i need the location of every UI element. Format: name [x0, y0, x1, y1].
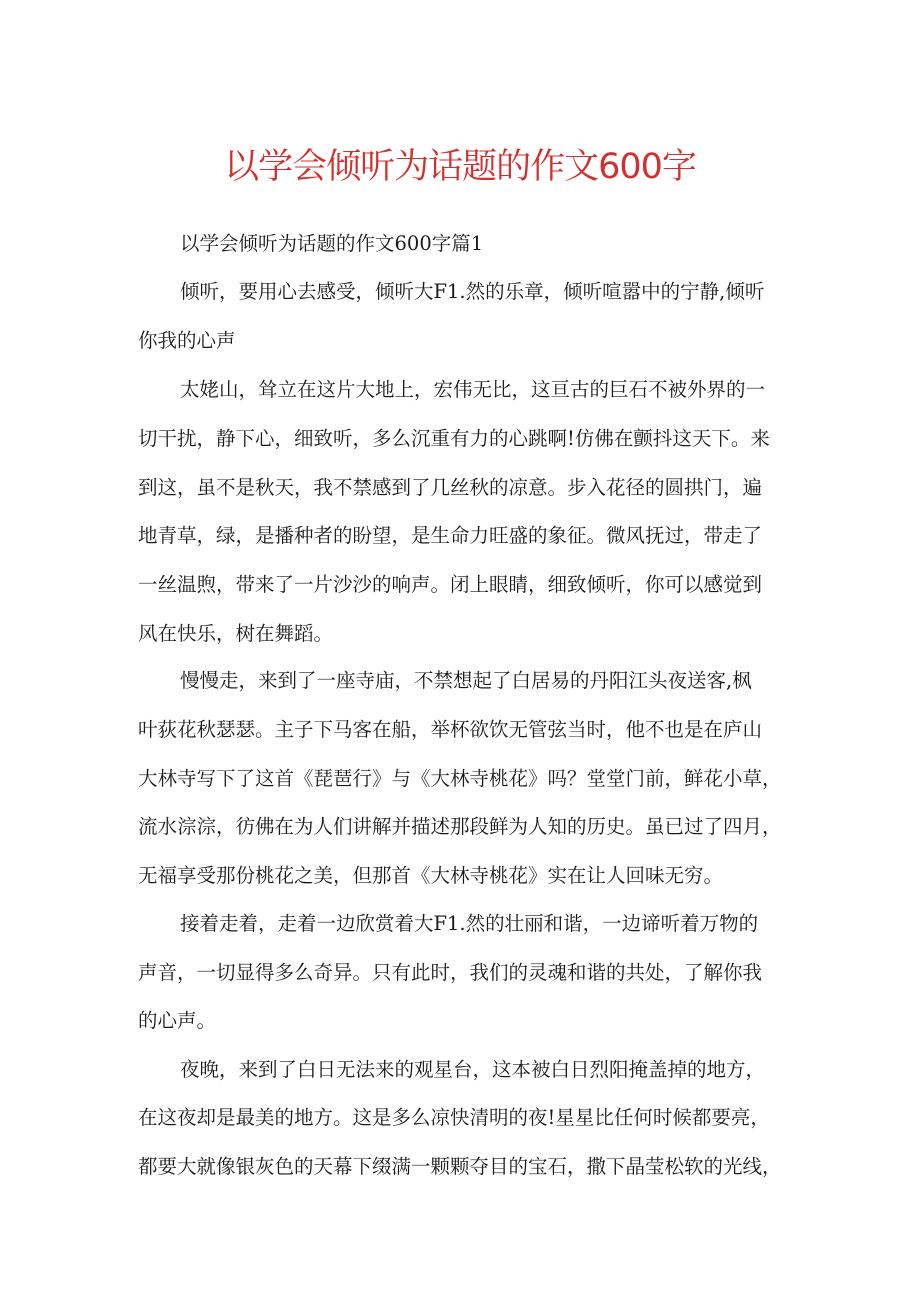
paragraph-1-line-2: 你我的心声 [138, 329, 236, 352]
paragraph-2-line-4: 地青草，绿，是播种者的盼望，是生命力旺盛的象征。微风抚过，带走了 [138, 524, 763, 547]
page-title: 以学会倾听为话题的作文600字 [224, 147, 696, 187]
paragraph-3-line-4: 流水淙淙，彷佛在为人们讲解并描述那段鲜为人知的历史。虽已过了四月， [138, 815, 782, 838]
paragraph-5-line-3: 都要大就像银灰色的天幕下缀满一颗颗夺目的宝石，撒下晶莹松软的光线， [138, 1155, 782, 1178]
paragraph-4-line-3: 的心声。 [138, 1009, 217, 1032]
paragraph-5-line-2: 在这夜却是最美的地方。这是多么凉快清明的夜!星星比任何时候都要亮， [138, 1106, 770, 1129]
paragraph-4-line-2: 声音，一切显得多么奇异。只有此时，我们的灵魂和谐的共处，了解你我 [138, 961, 763, 984]
paragraph-2-line-1: 太姥山，耸立在这片大地上，宏伟无比，这亘古的巨石不被外界的一 [180, 378, 766, 401]
paragraph-4-line-1: 接着走着，走着一边欣赏着大F1.然的壮丽和谐，一边谛听着万物的 [180, 912, 759, 935]
paragraph-3-line-2: 叶荻花秋瑟瑟。主子下马客在船，举杯欲饮无管弦当时，他不也是在庐山 [138, 718, 763, 741]
paragraph-2-line-2: 切干扰，静下心，细致听，多么沉重有力的心跳啊!仿佛在颤抖这天下。来 [138, 427, 770, 450]
paragraph-3-line-5: 无福享受那份桃花之美，但那首《大林寺桃花》实在让人回味无穷。 [138, 864, 724, 887]
paragraph-2-line-3: 到这，虽不是秋天，我不禁感到了几丝秋的凉意。步入花径的圆拱门，遍 [138, 476, 763, 499]
paragraph-3-line-1: 慢慢走，来到了一座寺庙，不禁想起了白居易的丹阳江头夜送客,枫 [180, 669, 752, 692]
paragraph-5-line-1: 夜晚，来到了白日无法来的观星台，这本被白日烈阳掩盖掉的地方， [180, 1058, 766, 1081]
paragraph-2-line-6: 风在快乐，树在舞蹈。 [138, 622, 334, 645]
section-heading: 以学会倾听为话题的作文600字篇1 [180, 232, 484, 255]
paragraph-2-line-5: 一丝温煦，带来了一片沙沙的响声。闭上眼睛，细致倾听，你可以感觉到 [138, 573, 763, 596]
paragraph-3-line-3: 大林寺写下了这首《琵琶行》与《大林寺桃花》吗？堂堂门前，鲜花小草， [138, 767, 782, 790]
paragraph-1-line-1: 倾听，要用心去感受，倾听大F1.然的乐章，倾听喧嚣中的宁静,倾听 [180, 280, 765, 303]
